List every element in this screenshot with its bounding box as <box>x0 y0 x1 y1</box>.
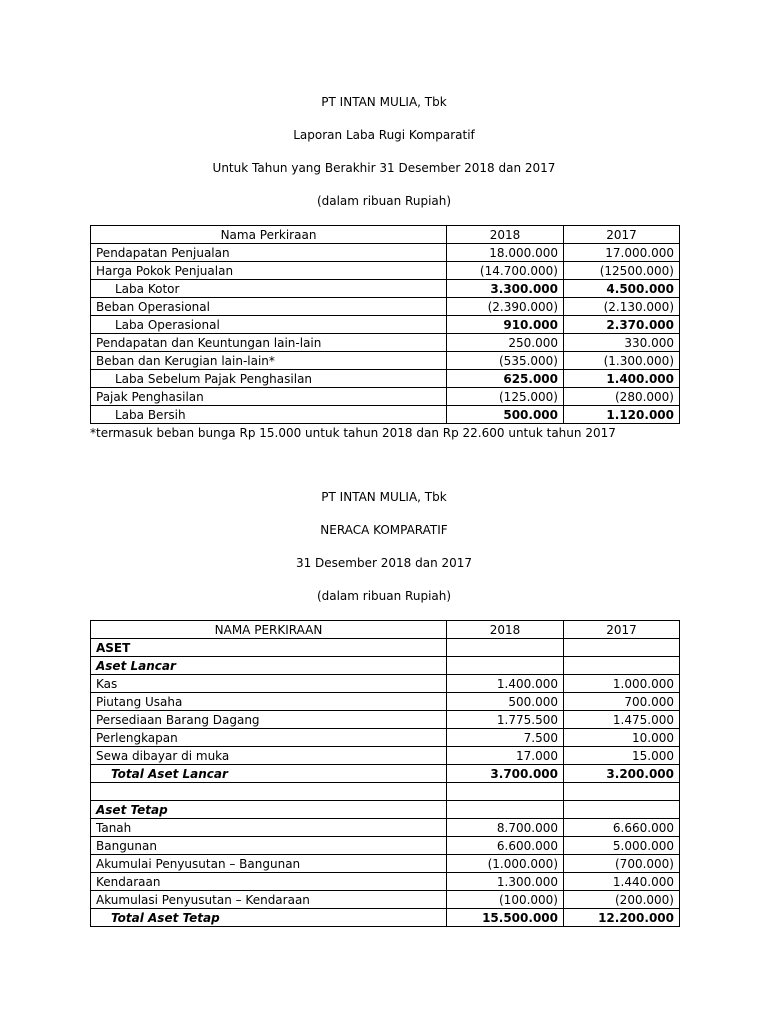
value-2017: 1.000.000 <box>564 675 680 693</box>
income-statement-table <box>90 225 680 424</box>
balance-sheet-table <box>90 620 680 927</box>
value-2017 <box>564 639 680 657</box>
value-2017: (1.300.000) <box>564 352 680 370</box>
row-label <box>91 783 447 801</box>
table-row <box>91 262 680 280</box>
value-2017 <box>564 783 680 801</box>
value-2018: 15.500.000 <box>447 909 564 927</box>
table-row-empty <box>91 783 680 801</box>
value-2017: 2.370.000 <box>564 316 680 334</box>
value-2018: (2.390.000) <box>447 298 564 316</box>
table-row <box>91 747 680 765</box>
value-2018: 1.400.000 <box>447 675 564 693</box>
balance-company-name: PT INTAN MULIA, Tbk <box>321 490 447 504</box>
row-label: Laba Bersih <box>91 406 447 424</box>
balance-sheet-unit: (dalam ribuan Rupiah) <box>316 589 452 603</box>
table-row <box>91 675 680 693</box>
row-label: Laba Operasional <box>91 316 447 334</box>
value-2018: (535.000) <box>447 352 564 370</box>
value-2018: (125.000) <box>447 388 564 406</box>
value-2018: (1.000.000) <box>447 855 564 873</box>
row-label: Beban Operasional <box>91 298 447 316</box>
table-row <box>91 855 680 873</box>
value-2018: 7.500 <box>447 729 564 747</box>
table-row <box>91 388 680 406</box>
table-row-subtotal <box>91 280 680 298</box>
column-header-account: NAMA PERKIRAAN <box>91 621 447 639</box>
section-heading-row <box>91 657 680 675</box>
value-2018: 18.000.000 <box>447 244 564 262</box>
row-label: Aset Lancar <box>91 657 447 675</box>
value-2018: 6.600.000 <box>447 837 564 855</box>
value-2018 <box>447 801 564 819</box>
row-label: Pendapatan dan Keuntungan lain-lain <box>91 334 447 352</box>
value-2017: 10.000 <box>564 729 680 747</box>
row-label: Piutang Usaha <box>91 693 447 711</box>
table-row-subtotal <box>91 765 680 783</box>
value-2017 <box>564 801 680 819</box>
row-label: Akumulasi Penyusutan – Kendaraan <box>91 891 447 909</box>
row-label: ASET <box>91 639 447 657</box>
value-2018 <box>447 657 564 675</box>
row-label: Pajak Penghasilan <box>91 388 447 406</box>
row-label: Pendapatan Penjualan <box>91 244 447 262</box>
column-header-2018: 2018 <box>447 226 564 244</box>
value-2017: 1.120.000 <box>564 406 680 424</box>
row-label: Total Aset Lancar <box>91 765 447 783</box>
column-header-2017: 2017 <box>564 621 680 639</box>
balance-sheet-period: 31 Desember 2018 dan 2017 <box>295 556 473 570</box>
column-header-2017: 2017 <box>564 226 680 244</box>
row-label: Tanah <box>91 819 447 837</box>
table-row <box>91 693 680 711</box>
value-2018: 500.000 <box>447 693 564 711</box>
row-label: Laba Kotor <box>91 280 447 298</box>
table-row-subtotal <box>91 316 680 334</box>
value-2018: 250.000 <box>447 334 564 352</box>
row-label: Total Aset Tetap <box>91 909 447 927</box>
income-statement-period: Untuk Tahun yang Berakhir 31 Desember 2018 dan 2017 <box>212 161 556 175</box>
value-2017: 1.440.000 <box>564 873 680 891</box>
value-2017: (2.130.000) <box>564 298 680 316</box>
value-2017: (12500.000) <box>564 262 680 280</box>
row-label: Kas <box>91 675 447 693</box>
balance-sheet-title: NERACA KOMPARATIF <box>320 523 448 537</box>
table-header-row <box>91 226 680 244</box>
table-row <box>91 711 680 729</box>
value-2018: (14.700.000) <box>447 262 564 280</box>
value-2017: 5.000.000 <box>564 837 680 855</box>
value-2017: 15.000 <box>564 747 680 765</box>
table-row-subtotal <box>91 370 680 388</box>
value-2017: 700.000 <box>564 693 680 711</box>
income-statement-title: Laporan Laba Rugi Komparatif <box>293 128 475 142</box>
table-row <box>91 298 680 316</box>
value-2017: 4.500.000 <box>564 280 680 298</box>
value-2017: 6.660.000 <box>564 819 680 837</box>
row-label: Aset Tetap <box>91 801 447 819</box>
value-2017: (700.000) <box>564 855 680 873</box>
row-label: Harga Pokok Penjualan <box>91 262 447 280</box>
row-label: Laba Sebelum Pajak Penghasilan <box>91 370 447 388</box>
table-row <box>91 873 680 891</box>
value-2018 <box>447 639 564 657</box>
value-2018: 1.300.000 <box>447 873 564 891</box>
table-row <box>91 837 680 855</box>
value-2018: 500.000 <box>447 406 564 424</box>
value-2017: 1.400.000 <box>564 370 680 388</box>
value-2017: 330.000 <box>564 334 680 352</box>
table-row <box>91 819 680 837</box>
section-heading-row <box>91 639 680 657</box>
value-2018: 3.300.000 <box>447 280 564 298</box>
table-row-total <box>91 406 680 424</box>
row-label: Akumulai Penyusutan – Bangunan <box>91 855 447 873</box>
value-2017: 17.000.000 <box>564 244 680 262</box>
row-label: Kendaraan <box>91 873 447 891</box>
value-2018: 8.700.000 <box>447 819 564 837</box>
row-label: Sewa dibayar di muka <box>91 747 447 765</box>
column-header-account: Nama Perkiraan <box>91 226 447 244</box>
table-row <box>91 729 680 747</box>
value-2018: 3.700.000 <box>447 765 564 783</box>
value-2018: 910.000 <box>447 316 564 334</box>
value-2018: (100.000) <box>447 891 564 909</box>
table-header-row <box>91 621 680 639</box>
table-row <box>91 244 680 262</box>
income-statement-footnote: *termasuk beban bunga Rp 15.000 untuk tahun 2018 dan Rp 22.600 untuk tahun 2017 <box>90 426 616 440</box>
value-2018: 1.775.500 <box>447 711 564 729</box>
income-statement-unit: (dalam ribuan Rupiah) <box>316 194 452 208</box>
row-label: Bangunan <box>91 837 447 855</box>
table-row <box>91 352 680 370</box>
value-2018 <box>447 783 564 801</box>
row-label: Persediaan Barang Dagang <box>91 711 447 729</box>
table-row <box>91 334 680 352</box>
income-company-name: PT INTAN MULIA, Tbk <box>321 95 447 109</box>
row-label: Beban dan Kerugian lain-lain* <box>91 352 447 370</box>
row-label: Perlengkapan <box>91 729 447 747</box>
section-heading-row <box>91 801 680 819</box>
value-2017: (200.000) <box>564 891 680 909</box>
table-row-total <box>91 909 680 927</box>
value-2018: 625.000 <box>447 370 564 388</box>
value-2017: (280.000) <box>564 388 680 406</box>
value-2017 <box>564 657 680 675</box>
value-2018: 17.000 <box>447 747 564 765</box>
table-row <box>91 891 680 909</box>
value-2017: 3.200.000 <box>564 765 680 783</box>
value-2017: 12.200.000 <box>564 909 680 927</box>
value-2017: 1.475.000 <box>564 711 680 729</box>
column-header-2018: 2018 <box>447 621 564 639</box>
